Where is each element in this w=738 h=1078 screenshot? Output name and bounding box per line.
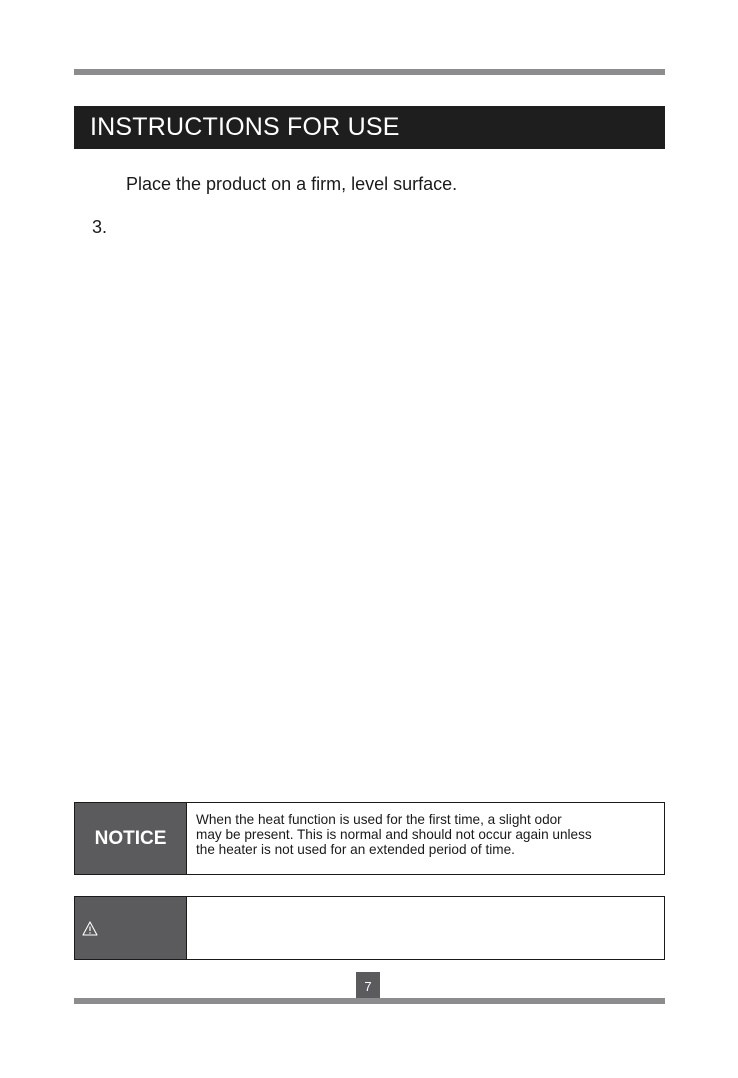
section-title: INSTRUCTIONS FOR USE bbox=[90, 113, 400, 141]
instruction-text: Place the product on a firm, level surface. bbox=[126, 174, 458, 194]
notice-text bbox=[187, 803, 664, 874]
bottom-rule bbox=[74, 998, 665, 1004]
notice-line: When the heat function is used for the first time, a slight odor bbox=[196, 812, 562, 827]
notice-label: NOTICE bbox=[75, 803, 187, 874]
warning-triangle-icon bbox=[82, 921, 98, 936]
warning-callout bbox=[74, 896, 665, 960]
section-header bbox=[74, 106, 665, 149]
step-number: 3. bbox=[92, 217, 108, 237]
warning-label bbox=[75, 897, 187, 959]
page-number: 7 bbox=[356, 972, 380, 1001]
warning-text bbox=[187, 897, 664, 959]
notice-line: the heater is not used for an extended period of time. bbox=[196, 842, 515, 857]
notice-line: may be present. This is normal and should not occur again unless bbox=[196, 827, 592, 842]
notice-callout bbox=[74, 802, 665, 875]
top-rule bbox=[74, 69, 665, 75]
